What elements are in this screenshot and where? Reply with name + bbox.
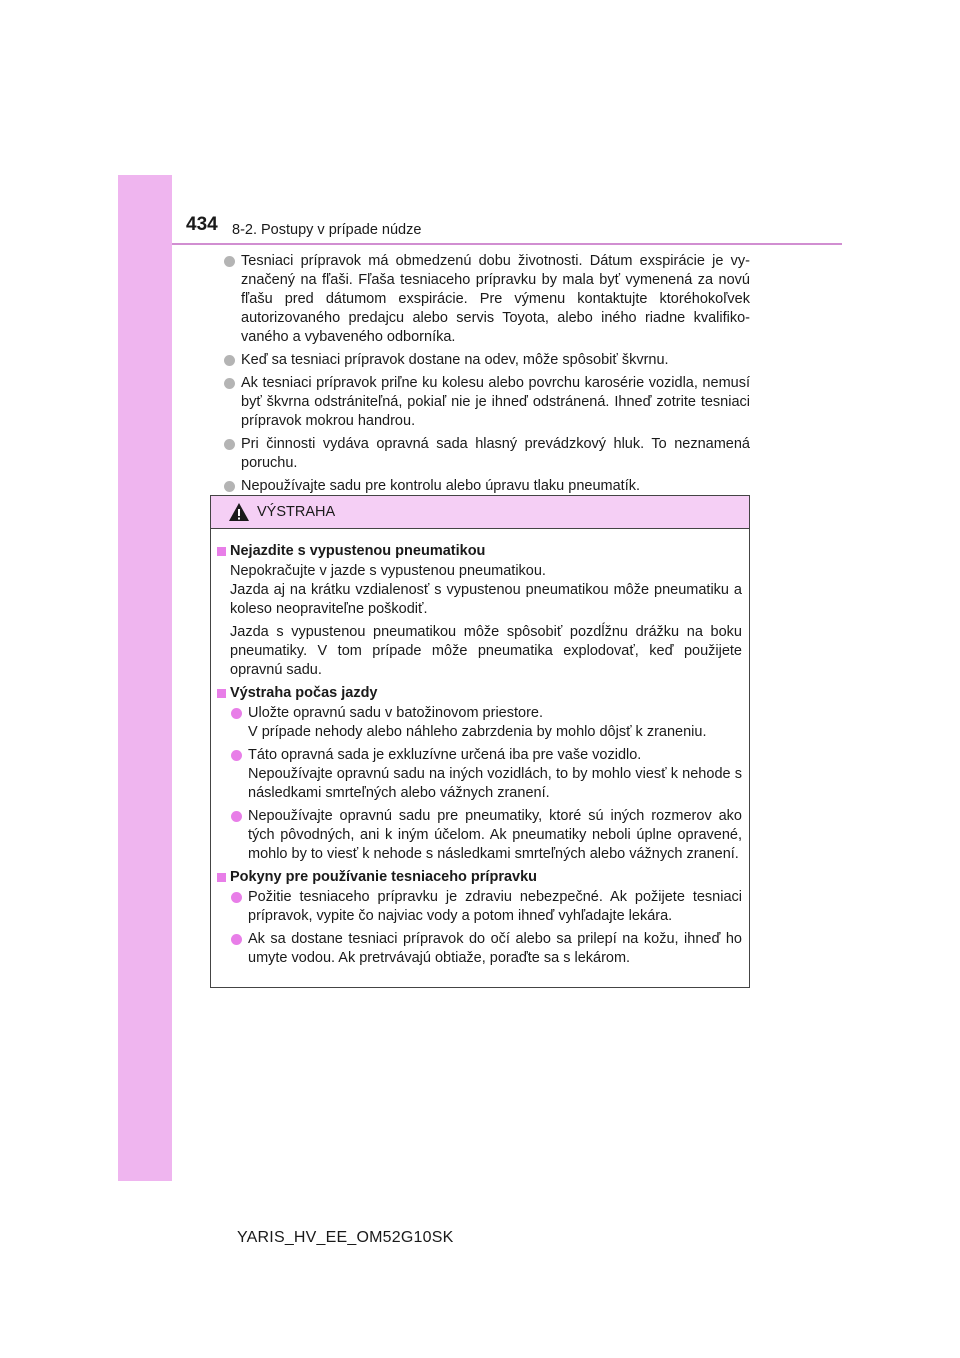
list-item [222, 477, 750, 496]
warning-body [211, 529, 749, 968]
warning-item-text: Táto opravná sada je exkluzívne určená iba pre vaše vozidlo. Nepoužívajte opravnú sadu na iných vozidlách, to by mohlo viesť k nehode s následkami smrteľných alebo vážnych zranení. [248, 747, 742, 801]
bullet-dot-icon [231, 708, 242, 719]
warning-section-heading-text: Nejazdite s vypustenou pneumatikou [230, 543, 486, 559]
warning-item-text: Požitie tesniaceho prípravku je zdraviu nebezpečné. Ak požijete tesniaci prípravok, vypite čo najviac vody a potom ihneď vyhľadajte lekára. [248, 889, 742, 924]
page-number: 434 [186, 214, 218, 235]
warning-section-heading [217, 542, 742, 561]
warning-item [217, 807, 742, 864]
list-item [222, 351, 750, 370]
bullet-dot-icon [231, 892, 242, 903]
chapter-sidebar-tab [118, 175, 172, 1181]
warning-paragraph-line: Nepokračujte v jazde s vypustenou pneumatikou. Jazda aj na krátku vzdialenosť s vypustenou pneumatikou môže pneumatiku a koleso neopraviteľne poškodiť. [230, 563, 742, 617]
bullet-dot-icon [224, 355, 235, 366]
list-item-text: Ak tesniaci prípravok priľne ku kolesu alebo povrchu karosérie vozidla, nemusí byť škvrna odstrániteľná, pokiaľ nie je ihneď odstránená. Ihneď zotrite tesniaci prípravok mokrou handrou. [241, 375, 750, 429]
warning-triangle-icon [228, 502, 250, 522]
list-item-text: Tesniaci prípravok má obmedzenú dobu životnosti. Dátum exspirácie je vyznačený na fľaši. Fľaša tesniaceho prípravku by mala byť vymenená za novú fľašu pred dátumom exspirácie. Pre výmenu kontaktujte ktoréhokoľvek autorizovaného predajcu alebo servis Toyota, alebo iného riadne kvalifikovaného a vybaveného odborníka. [241, 253, 750, 345]
warning-header [211, 496, 749, 529]
list-item [222, 435, 750, 473]
warning-section-heading-text: Výstraha počas jazdy [230, 685, 378, 701]
warning-item-text: Uložte opravnú sadu v batožinovom priestore. V prípade nehody alebo náhleho zabrzdenia by mohlo dôjsť k zraneniu. [248, 705, 707, 740]
section-title: 8-2. Postupy v prípade núdze [232, 222, 422, 238]
warning-section-heading [217, 868, 742, 887]
list-item-text: Nepoužívajte sadu pre kontrolu alebo úpravu tlaku pneumatík. [241, 478, 640, 494]
notes-list [222, 252, 750, 500]
warning-section-heading [217, 684, 742, 703]
warning-section-heading-text: Pokyny pre používanie tesniaceho prípravku [230, 869, 538, 885]
warning-item [217, 746, 742, 803]
warning-item-text: Nepoužívajte opravnú sadu pre pneumatiky, ktoré sú iných rozmerov ako tých pôvodných, ani k iným účelom. Ak pneumatiky neboli úplne opravené, mohlo by to viesť k nehode s následkami smrteľných alebo vážnych zranení. [248, 808, 742, 862]
bullet-dot-icon [231, 811, 242, 822]
warning-item [217, 704, 742, 742]
warning-paragraph: Jazda s vypustenou pneumatikou môže spôsobiť pozdĺžnu drážku na boku pneumatiky. V tom prípade môže pneumatika explodovať, keď použijete opravnú sadu. [230, 624, 742, 678]
warning-item-text: Ak sa dostane tesniaci prípravok do očí alebo sa prilepí na kožu, ihneď ho umyte vodou. Ak pretrvávajú obtiaže, poraďte sa s lekárom. [248, 931, 742, 966]
header-divider [172, 243, 842, 245]
bullet-dot-icon [224, 256, 235, 267]
list-item [222, 252, 750, 347]
list-item-text: Keď sa tesniaci prípravok dostane na odev, môže spôsobiť škvrnu. [241, 352, 669, 368]
bullet-dot-icon [231, 750, 242, 761]
square-bullet-icon [217, 547, 226, 556]
document-code: YARIS_HV_EE_OM52G10SK [237, 1229, 454, 1246]
bullet-dot-icon [231, 934, 242, 945]
square-bullet-icon [217, 873, 226, 882]
bullet-dot-icon [224, 481, 235, 492]
list-item [222, 374, 750, 431]
warning-title: VÝSTRAHA [257, 504, 336, 520]
bullet-dot-icon [224, 439, 235, 450]
square-bullet-icon [217, 689, 226, 698]
warning-box [210, 495, 750, 988]
bullet-dot-icon [224, 378, 235, 389]
list-item-text: Pri činnosti vydáva opravná sada hlasný prevádzkový hluk. To neznamená poruchu. [241, 436, 750, 471]
warning-paragraph [217, 562, 742, 619]
warning-item [217, 888, 742, 926]
warning-item [217, 930, 742, 968]
